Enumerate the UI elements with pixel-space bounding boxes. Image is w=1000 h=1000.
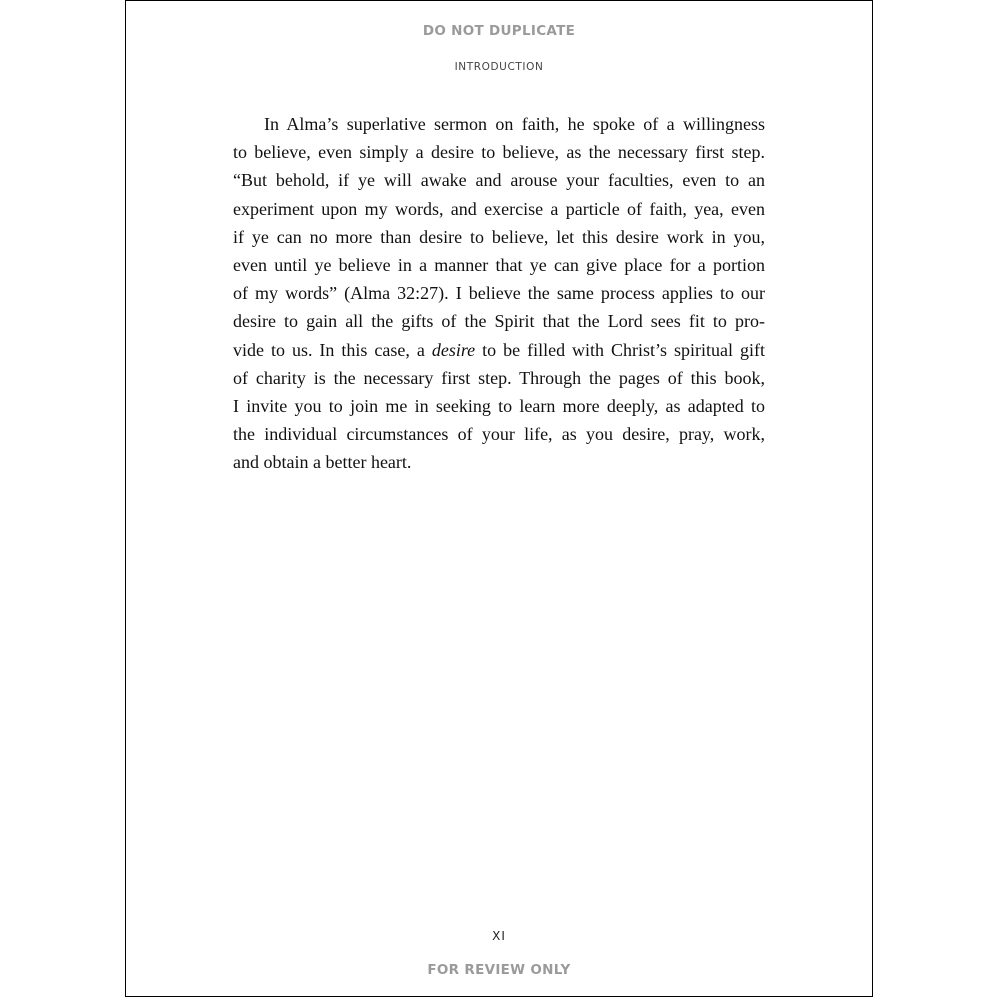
text-line: of my words” (Alma 32:27). I believe the same process applies to our bbox=[233, 283, 765, 304]
text-line: desire to gain all the gifts of the Spirit that the Lord sees fit to pro- bbox=[233, 311, 765, 332]
text-line: of charity is the necessary first step. Through the pages of this book, bbox=[233, 367, 765, 388]
text-segment: to be filled with Christ’s spiritual gift bbox=[475, 339, 765, 360]
text-line: the individual circumstances of your life, as you desire, pray, work, bbox=[233, 424, 765, 445]
text-line-with-emphasis bbox=[233, 336, 765, 364]
text-segment: vide to us. In this case, a bbox=[233, 339, 432, 360]
text-line: I invite you to join me in seeking to learn more deeply, as adapted to bbox=[233, 395, 765, 416]
text-line: if ye can no more than desire to believe, let this desire work in you, bbox=[233, 226, 765, 247]
running-head: INTRODUCTION bbox=[454, 61, 544, 73]
text-line: even until ye believe in a manner that ye can give place for a portion bbox=[233, 254, 765, 275]
page-number: XI bbox=[492, 929, 506, 943]
text-line: to believe, even simply a desire to believe, as the necessary first step. bbox=[233, 142, 765, 163]
bottom-watermark: FOR REVIEW ONLY bbox=[427, 962, 571, 978]
text-line: experiment upon my words, and exercise a particle of faith, yea, even bbox=[233, 198, 765, 219]
text-line: and obtain a better heart. bbox=[233, 452, 412, 473]
text-line: In Alma’s superlative sermon on faith, he spoke of a willingness bbox=[264, 114, 765, 134]
emphasized-word: desire bbox=[431, 339, 476, 360]
book-page bbox=[125, 0, 873, 997]
text-line: “But behold, if ye will awake and arouse your faculties, even to an bbox=[233, 170, 765, 191]
top-watermark: DO NOT DUPLICATE bbox=[422, 23, 576, 39]
body-paragraph bbox=[233, 110, 765, 476]
